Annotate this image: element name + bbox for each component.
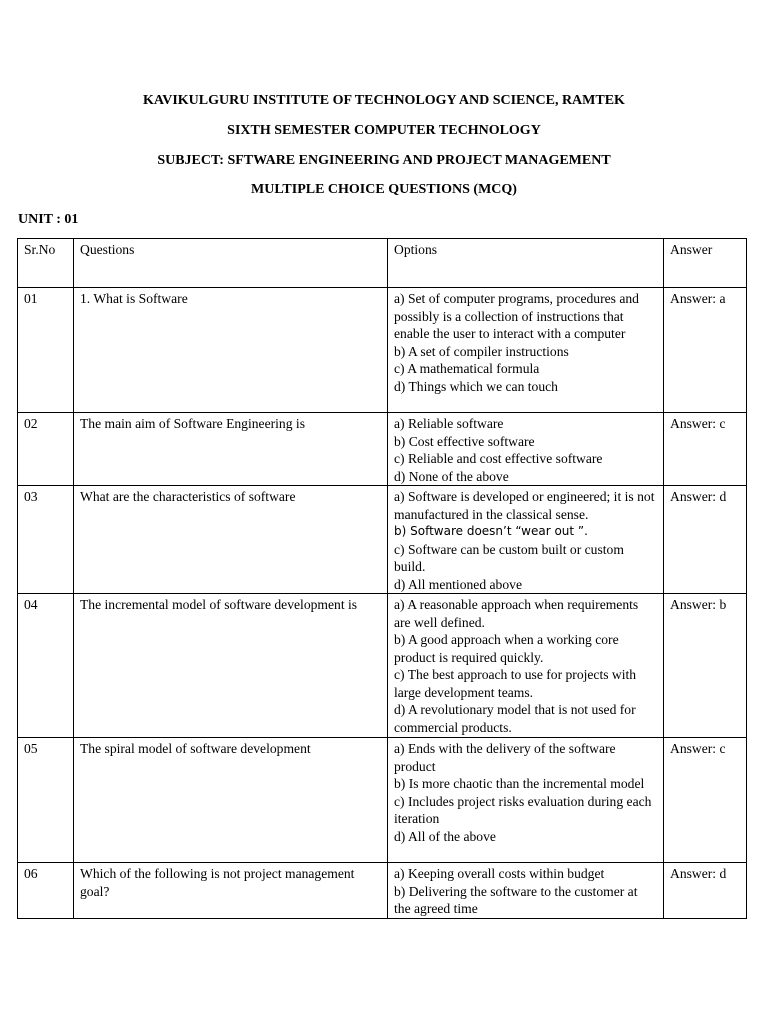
table-row (18, 738, 747, 863)
row-options (388, 863, 664, 919)
option-line: d) None of the above (394, 468, 509, 484)
row-answer: Answer: a (664, 288, 747, 413)
option-line: b) A set of compiler instructions (394, 343, 569, 359)
table-row (18, 486, 747, 594)
row-answer: Answer: c (664, 738, 747, 863)
table-row (18, 413, 747, 486)
column-header-answer: Answer (664, 239, 747, 288)
table-header-row (18, 239, 747, 288)
option-line: c) Reliable and cost effective software (394, 451, 603, 466)
row-question: The main aim of Software Engineering is (74, 413, 388, 486)
row-answer: Answer: d (664, 863, 747, 919)
row-question: 1. What is Software (74, 288, 388, 413)
row-question: What are the characteristics of software (74, 486, 388, 594)
option-line: b) Delivering the software to the customer at the agreed time (394, 883, 638, 916)
option-line: a) Reliable software (394, 416, 504, 431)
unit-label: UNIT : 01 (18, 212, 79, 227)
option-line: a) Ends with the delivery of the software product (394, 741, 616, 774)
row-answer: Answer: c (664, 413, 747, 486)
option-line: c) The best approach to use for projects with large development teams. (394, 667, 637, 700)
option-line: b) Cost effective software (394, 433, 535, 449)
option-line: d) All mentioned above (394, 576, 522, 592)
row-question: Which of the following is not project management goal? (74, 863, 388, 919)
subject-title: SUBJECT: SFTWARE ENGINEERING AND PROJECT MANAGEMENT (157, 153, 611, 168)
row-options (388, 288, 664, 413)
table-row (18, 288, 747, 413)
column-header-srno: Sr.No (18, 239, 74, 288)
institute-title: KAVIKULGURU INSTITUTE OF TECHNOLOGY AND SCIENCE, RAMTEK (143, 93, 625, 108)
option-line: c) A mathematical formula (394, 361, 540, 376)
row-answer: Answer: d (664, 486, 747, 594)
row-options (388, 413, 664, 486)
row-srno: 04 (18, 594, 74, 738)
mcq-table (17, 238, 747, 919)
column-header-options: Options (388, 239, 664, 288)
row-srno: 01 (18, 288, 74, 413)
row-srno: 02 (18, 413, 74, 486)
row-srno: 06 (18, 863, 74, 919)
table-row (18, 594, 747, 738)
row-answer: Answer: b (664, 594, 747, 738)
option-line: b) A good approach when a working core product is required quickly. (394, 632, 619, 665)
option-line: a) Keeping overall costs within budget (394, 866, 605, 881)
option-line: d) Things which we can touch (394, 378, 558, 394)
semester-title: SIXTH SEMESTER COMPUTER TECHNOLOGY (227, 123, 541, 138)
row-options (388, 738, 664, 863)
row-options (388, 486, 664, 594)
option-line: c) Includes project risks evaluation during each iteration (394, 793, 652, 826)
option-line: a) Software is developed or engineered; it is not manufactured in the classical sense. (394, 489, 655, 522)
row-srno: 03 (18, 486, 74, 594)
option-line: d) All of the above (394, 828, 496, 844)
option-line: b) Is more chaotic than the incremental model (394, 776, 645, 791)
option-line: d) A revolutionary model that is not used for commercial products. (394, 702, 636, 735)
option-line: a) Set of computer programs, procedures and possibly is a collection of instructions that enable the user to interact with a computer (394, 291, 639, 341)
column-header-questions: Questions (74, 239, 388, 288)
row-question: The incremental model of software development is (74, 594, 388, 738)
row-srno: 05 (18, 738, 74, 863)
document-type-title: MULTIPLE CHOICE QUESTIONS (MCQ) (251, 182, 517, 197)
option-line: b) Software doesn’t “wear out ”. (394, 524, 588, 538)
row-question: The spiral model of software development (74, 738, 388, 863)
option-line: c) Software can be custom built or custom build. (394, 541, 624, 574)
row-options (388, 594, 664, 738)
table-row (18, 863, 747, 919)
option-line: a) A reasonable approach when requirements are well defined. (394, 597, 639, 630)
